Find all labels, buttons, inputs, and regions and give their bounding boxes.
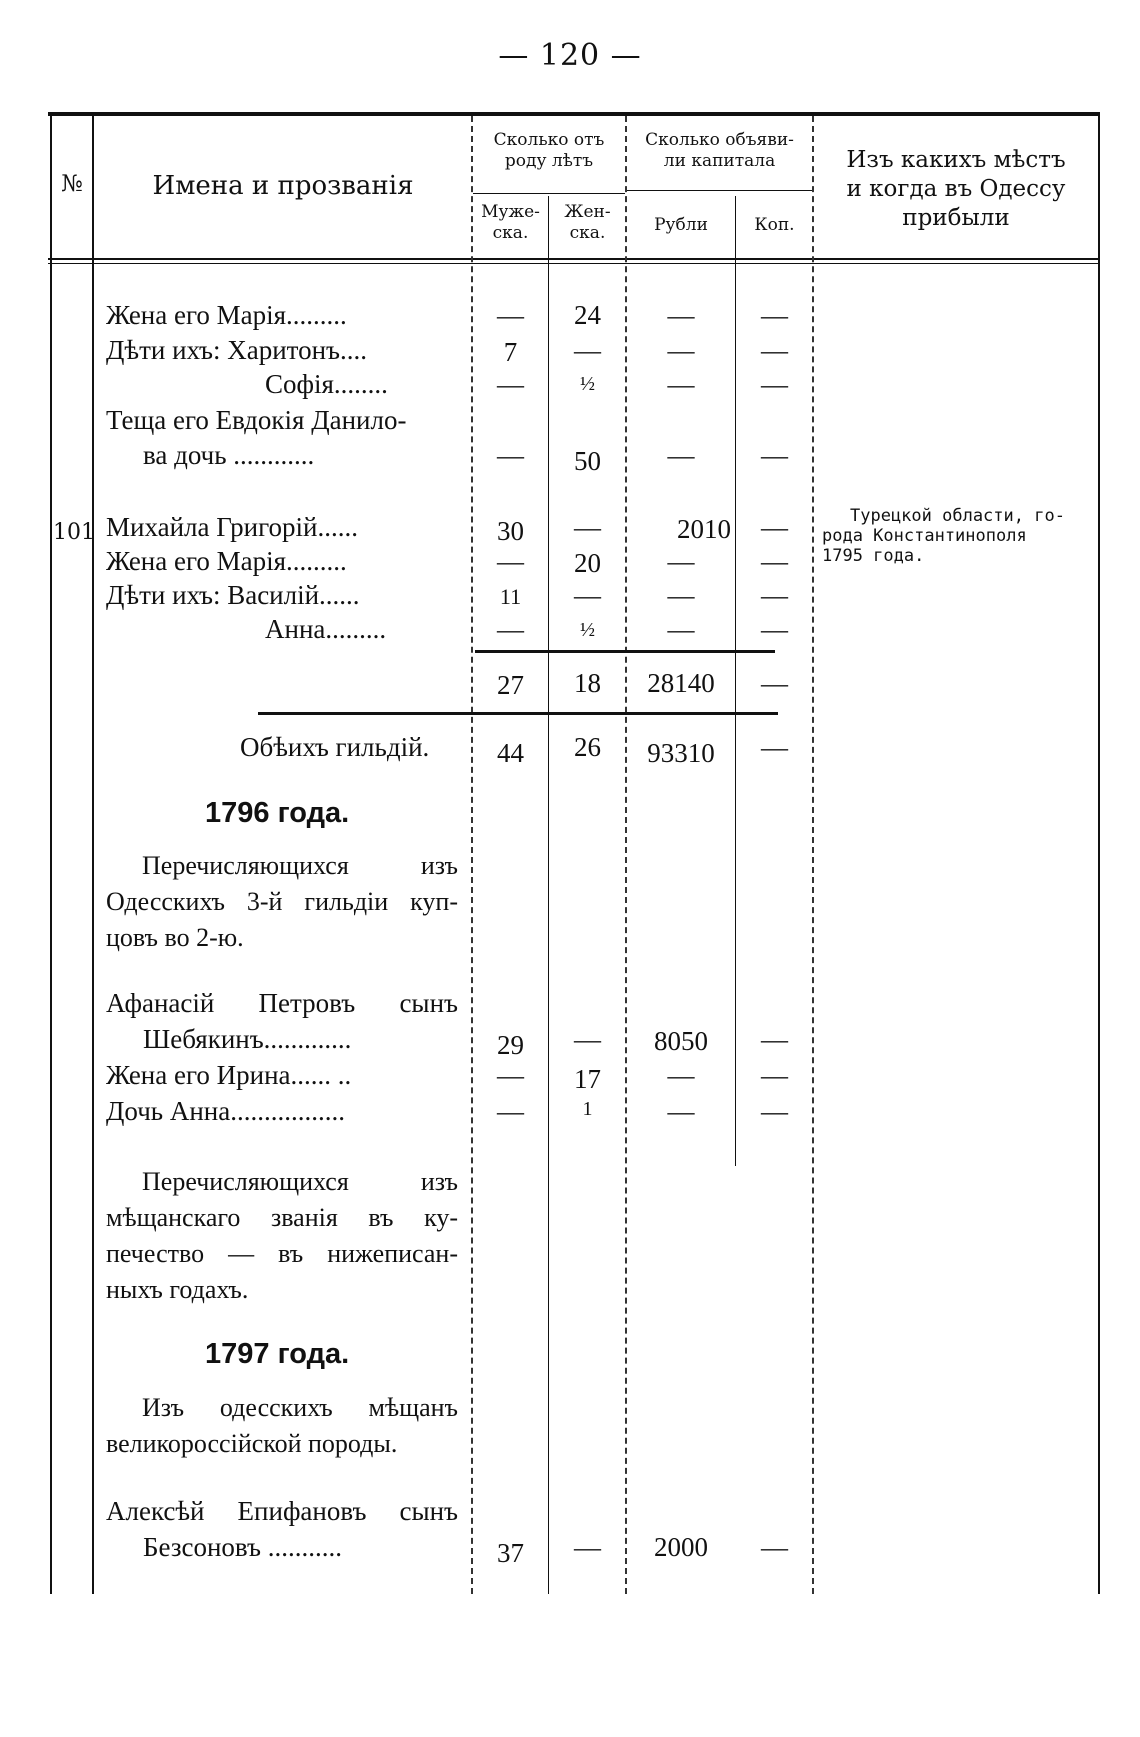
paragraph-line: ныхъ годахъ.: [106, 1275, 249, 1304]
row-male: —: [497, 300, 524, 330]
total-label: Обѣихъ гильдій.: [240, 732, 430, 762]
header-age-group: [473, 130, 625, 173]
row-name: ва дочь ............: [143, 440, 315, 470]
row-female: 17: [574, 1064, 601, 1094]
row-name: Софія........: [265, 369, 388, 399]
row-female: —: [574, 512, 601, 542]
row-rubles: —: [667, 1096, 695, 1126]
paragraph-line: Одесскихъ 3-й гильдіи куп-: [106, 887, 458, 916]
section-year-1797: 1797 года.: [205, 1338, 350, 1370]
header-age-line-1: Сколько отъ: [493, 130, 605, 150]
section-1796-paragraph: [106, 848, 458, 956]
row-kopecks: —: [761, 1024, 788, 1054]
table-top-rule: [48, 112, 1100, 116]
entry-number: 101: [53, 520, 95, 545]
section-1797-paragraph: [106, 1390, 458, 1462]
row-male: —: [497, 369, 524, 399]
col-divider-no: [92, 116, 94, 1594]
header-capital-group: [627, 130, 812, 173]
row-rubles: —: [667, 369, 695, 399]
row-kopecks: —: [761, 335, 788, 365]
row-name: Алексѣй Епифановъ сынъ: [106, 1496, 458, 1526]
section-year-1796: 1796 года.: [205, 797, 350, 829]
row-male: 7: [503, 337, 518, 367]
row-rubles: —: [667, 580, 695, 610]
header-origin: [814, 146, 1098, 232]
row-male: —: [497, 1060, 524, 1090]
origin-note: [822, 506, 1092, 566]
row-female: 50: [574, 446, 601, 476]
row-female: —: [574, 580, 601, 610]
origin-note-line-1: Турецкой области, го-: [850, 506, 1065, 526]
table-left-border: [50, 112, 52, 1594]
header-names: Имена и прозванія: [152, 171, 414, 201]
row-rubles: —: [667, 614, 695, 644]
paragraph-line: великороссійской породы.: [106, 1429, 398, 1458]
header-female-line-2: ска.: [569, 223, 606, 244]
header-rubles: Рубли: [654, 215, 708, 235]
row-rubles: —: [667, 335, 695, 365]
row-rubles: 2010: [677, 514, 731, 544]
header-origin-line-2: и когда въ Одессу: [846, 175, 1066, 202]
table-right-border: [1098, 112, 1100, 1594]
row-male: 37: [497, 1538, 524, 1568]
row-kopecks: —: [761, 1096, 788, 1126]
paragraph-line: Изъ одесскихъ мѣщанъ: [142, 1393, 458, 1422]
row-female: 20: [574, 548, 601, 578]
total-male: 44: [497, 738, 524, 768]
row-female: —: [574, 1532, 601, 1562]
header-origin-line-1: Изъ какихъ мѣстъ: [846, 147, 1066, 173]
row-name: Дѣти ихъ: Василій......: [106, 580, 360, 610]
row-kopecks: —: [761, 369, 788, 399]
row-name: Михайла Григорій......: [106, 512, 358, 542]
row-rubles: 2000: [654, 1532, 708, 1562]
col-divider-male: [548, 196, 549, 1594]
header-origin-line-3: прибыли: [902, 204, 1010, 231]
row-male: —: [497, 440, 524, 470]
row-name: Теща его Евдокія Данило-: [106, 405, 407, 435]
row-rubles: —: [667, 546, 695, 576]
row-kopecks: —: [761, 440, 788, 470]
row-name: Жена его Ирина...... ..: [106, 1060, 352, 1090]
page-number: — 120 —: [498, 38, 642, 73]
header-male-line-2: ска.: [492, 223, 529, 244]
subtotal-male: 27: [497, 670, 524, 700]
row-male: 29: [497, 1030, 524, 1060]
header-male-line-1: Муже-: [481, 202, 540, 222]
header-female: [550, 202, 625, 245]
row-name: Дѣти ихъ: Харитонъ....: [106, 335, 367, 365]
header-capital-line-2: ли капитала: [663, 151, 776, 172]
total-female: 26: [574, 732, 601, 762]
row-male: 30: [497, 516, 524, 546]
paragraph-line: цовъ во 2-ю.: [106, 923, 244, 952]
row-name: Дочь Анна.................: [106, 1096, 345, 1126]
total-kopecks: —: [761, 732, 788, 762]
row-female: 24: [574, 300, 601, 330]
header-bottom-rule: [48, 258, 1100, 260]
capital-subheader-rule: [627, 190, 812, 191]
subtotal-rubles: 28140: [647, 668, 715, 698]
header-no: №: [61, 171, 83, 197]
row-kopecks: —: [761, 1532, 788, 1562]
origin-note-line-3: 1795 года.: [822, 546, 925, 566]
col-divider-rubles: [735, 196, 736, 1166]
row-name: Шебякинъ.............: [143, 1024, 352, 1054]
row-male: —: [497, 614, 524, 644]
row-female: —: [574, 335, 601, 365]
row-kopecks: —: [761, 580, 788, 610]
row-male: 11: [499, 584, 522, 609]
row-kopecks: —: [761, 512, 788, 542]
row-female: —: [574, 1024, 601, 1054]
total-rubles: 93310: [647, 738, 715, 768]
paragraph-line: мѣщанскаго званія въ ку-: [106, 1203, 458, 1232]
header-age-line-2: роду лѣтъ: [504, 151, 594, 172]
row-name: Жена его Марія.........: [106, 546, 347, 576]
row-male: —: [497, 546, 524, 576]
paragraph-line: печество — въ нижеписан-: [106, 1239, 458, 1268]
age-subheader-rule: [473, 193, 625, 194]
row-rubles: —: [667, 1060, 695, 1090]
header-female-line-1: Жен-: [564, 202, 611, 222]
paragraph-line: Перечисляющихся изъ: [142, 851, 458, 880]
paragraph-line: Перечисляющихся изъ: [142, 1167, 458, 1196]
row-kopecks: —: [761, 546, 788, 576]
row-rubles: 8050: [654, 1026, 708, 1056]
row-rubles: —: [667, 300, 695, 330]
header-bottom-rule-2: [48, 263, 1100, 264]
row-name: Жена его Марія.........: [106, 300, 347, 330]
row-female: ½: [580, 619, 595, 641]
row-name: Безсоновъ ...........: [143, 1532, 342, 1562]
row-kopecks: —: [761, 1060, 788, 1090]
row-female: ½: [580, 373, 595, 395]
row-kopecks: —: [761, 300, 788, 330]
row-kopecks: —: [761, 614, 788, 644]
origin-note-line-2: рода Константинополя: [822, 526, 1027, 546]
section-meshchane-paragraph: [106, 1164, 458, 1308]
row-male: —: [497, 1096, 524, 1126]
header-kopecks: Коп.: [754, 215, 795, 235]
row-name: Анна.........: [265, 614, 387, 644]
subtotal-female: 18: [574, 668, 601, 698]
header-male: [473, 202, 548, 245]
header-capital-line-1: Сколько объяви-: [645, 130, 794, 150]
col-divider-capital: [812, 116, 814, 1594]
subtotal-rule: [475, 650, 775, 653]
total-rule: [258, 712, 778, 715]
row-name: Афанасій Петровъ сынъ: [106, 988, 458, 1018]
row-rubles: —: [667, 440, 695, 470]
subtotal-kopecks: —: [761, 668, 788, 698]
row-female: 1: [582, 1098, 593, 1120]
